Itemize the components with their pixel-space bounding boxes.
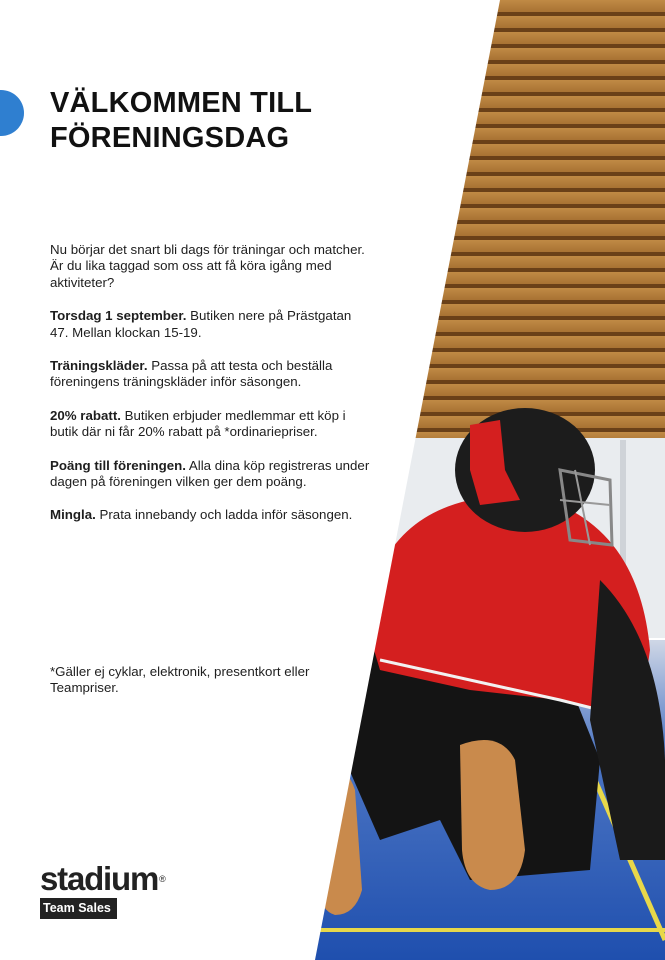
section-text: Butiken erbjuder medlemmar ett köp i butik där ni får 20% rabatt på *ordinariepriser. [50,407,346,440]
section-heading: Poäng till föreningen. [50,457,186,473]
section-text: Prata innebandy och ladda inför säsongen. [95,507,353,523]
section-text: Butiken nere på Prästgatan 47. Mellan klockan 15-19. [50,308,352,340]
section-text: Passa på att testa och beställa föreningens träningskläder inför säsongen. [50,358,333,390]
section-date [50,308,370,341]
logo-wordmark [40,862,166,896]
section-heading: Torsdag 1 september. [50,308,187,324]
page-title: VÄLKOMMEN TILL FÖRENINGSDAG [50,87,312,154]
stadium-team-sales-logo [40,862,166,919]
registered-mark: ® [159,874,166,884]
section-heading: Träningskläder. [50,358,148,374]
section-clothing [50,358,370,391]
logo-wordmark-text: stadium [40,860,159,897]
section-heading: 20% rabatt. [50,407,121,423]
intro-paragraph: Nu börjar det snart bli dags för träningar och matcher. Är du lika taggad som oss att få köra igång med aktiviteter? [50,242,365,290]
section-text: Alla dina köp registreras under dagen på föreningen vilken ger dem poäng. [50,457,370,490]
section-mingle [50,507,370,523]
section-discount [50,408,370,441]
footnote: *Gäller ej cyklar, elektronik, presentkort eller Teampriser. [50,664,310,696]
logo-badge: Team Sales [40,898,117,919]
section-heading: Mingla. [50,507,96,523]
event-info [50,242,370,541]
section-points [50,458,370,491]
